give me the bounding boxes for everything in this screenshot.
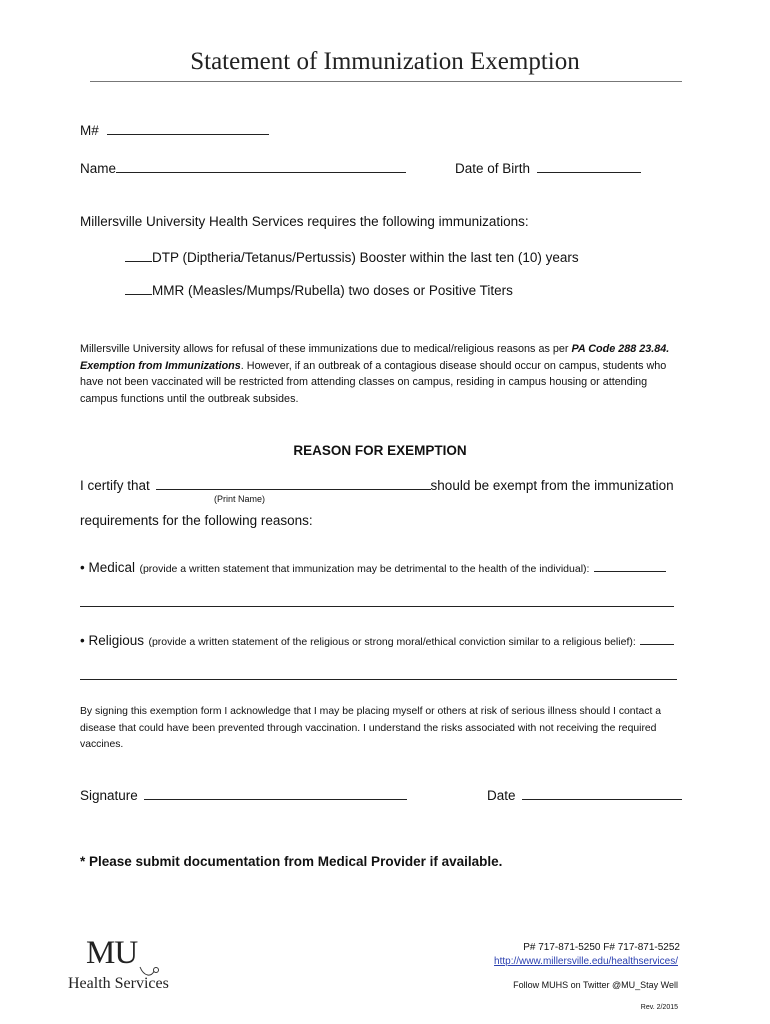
name-label: Name xyxy=(80,161,117,176)
documentation-note: * Please submit documentation from Medical Provider if available. xyxy=(80,854,503,869)
signature-label: Signature xyxy=(80,788,138,803)
phone-fax: P# 717-871-5250 F# 717-871-5252 xyxy=(523,942,680,953)
medical-row xyxy=(80,559,666,577)
religious-field[interactable] xyxy=(640,632,674,645)
requirement-text: DTP (Diptheria/Tetanus/Pertussis) Booster within the last ten (10) years xyxy=(152,250,579,265)
certify-line2: requirements for the following reasons: xyxy=(80,513,313,528)
requirement-item xyxy=(125,282,513,298)
print-name-caption: (Print Name) xyxy=(214,494,266,504)
title-divider xyxy=(90,81,682,82)
religious-statement-line[interactable] xyxy=(80,679,677,680)
health-services-wordmark: Health Services xyxy=(68,975,169,992)
signature-field[interactable] xyxy=(144,787,407,800)
website-link[interactable]: http://www.millersville.edu/healthservices/ xyxy=(494,956,678,967)
medical-note: (provide a written statement that immunization may be detrimental to the health of the individual): xyxy=(139,563,590,575)
mu-logo: MU xyxy=(86,935,138,971)
policy-text: . However, if an outbreak of a contagious disease should occur on campus, students who have not been vaccinated will be restricted from attending classes on campus, residing in campus housing or attending campus functions until the outbreak subsides. xyxy=(80,359,667,405)
religious-note: (provide a written statement of the religious or strong moral/ethical conviction similar to a religious belief): xyxy=(148,636,636,648)
policy-citation: PA Code 288 23.84. Exemption from Immunizations xyxy=(80,343,670,372)
policy-paragraph xyxy=(80,341,680,407)
requirement-checkbox-mmr[interactable] xyxy=(125,282,152,295)
m-number-field[interactable] xyxy=(107,122,269,135)
religious-label: • Religious xyxy=(80,633,145,648)
signature-date-row xyxy=(487,787,682,803)
requirement-item xyxy=(125,249,579,265)
signature-date-label: Date xyxy=(487,788,516,803)
dob-field[interactable] xyxy=(537,160,641,173)
certify-prefix: I certify that xyxy=(80,478,150,493)
twitter-text: Follow MUHS on Twitter @MU_Stay Well xyxy=(513,980,678,990)
requirement-text: MMR (Measles/Mumps/Rubella) two doses or Positive Titers xyxy=(152,283,513,298)
signature-row xyxy=(80,787,407,803)
religious-row xyxy=(80,632,674,650)
name-field[interactable] xyxy=(116,160,406,173)
medical-label: • Medical xyxy=(80,560,135,575)
certify-row xyxy=(80,477,674,493)
requirements-intro: Millersville University Health Services requires the following immunizations: xyxy=(80,214,529,229)
certify-suffix: should be exempt from the immunization xyxy=(430,478,674,493)
medical-statement-line[interactable] xyxy=(80,606,674,607)
policy-text: Millersville University allows for refusal of these immunizations due to medical/religious reasons as per xyxy=(80,343,572,355)
m-number-row xyxy=(80,122,269,138)
revision-date: Rev. 2/2015 xyxy=(640,1004,678,1011)
print-name-field[interactable] xyxy=(156,477,431,490)
medical-field[interactable] xyxy=(594,559,666,572)
page-title: Statement of Immunization Exemption xyxy=(190,48,580,75)
dob-row xyxy=(455,160,641,176)
reason-heading: REASON FOR EXEMPTION xyxy=(293,443,467,458)
requirement-checkbox-dtp[interactable] xyxy=(125,249,152,262)
signature-date-field[interactable] xyxy=(522,787,682,800)
name-row xyxy=(80,160,406,176)
m-number-label: M# xyxy=(80,123,99,138)
dob-label: Date of Birth xyxy=(455,161,531,176)
acknowledgement-paragraph: By signing this exemption form I acknowledge that I may be placing myself or others at risk of serious illness should I contact a disease that could have been prevented through vaccination. I understand the risks associated with not receiving the required vaccines. xyxy=(80,706,661,750)
